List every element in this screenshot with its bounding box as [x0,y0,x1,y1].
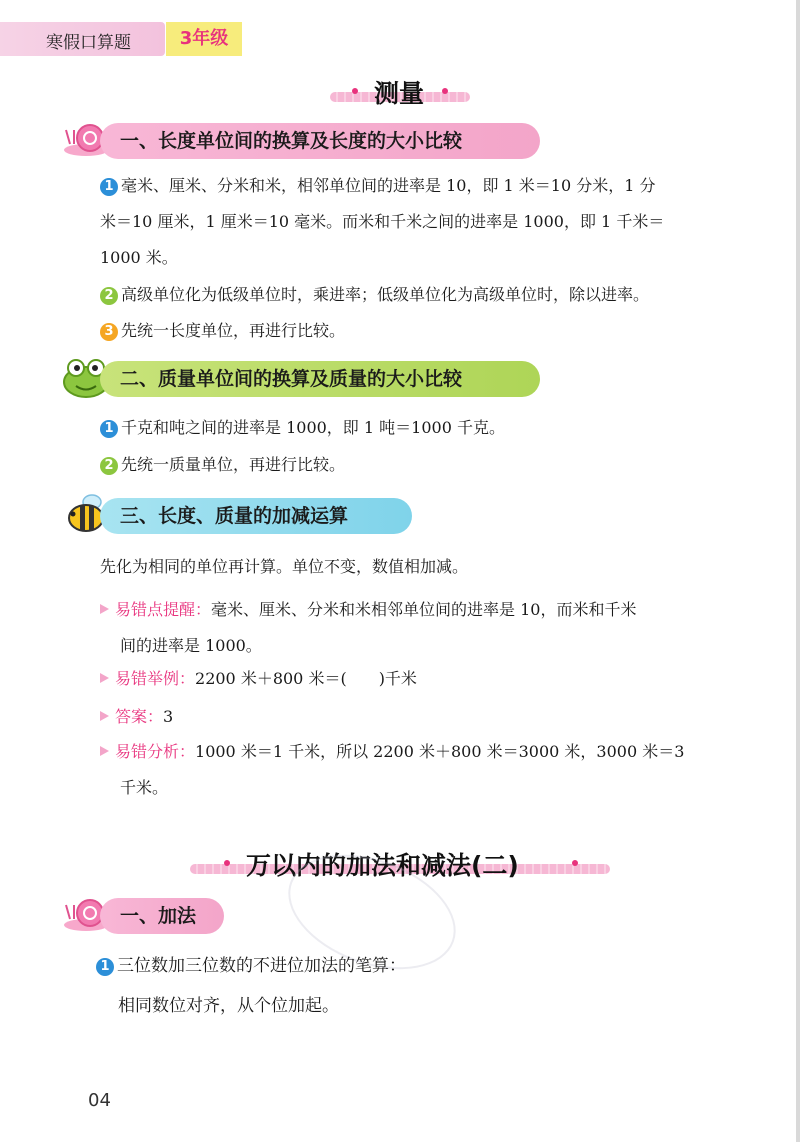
bullet-triangle-icon [100,604,109,614]
text-line: 2200 米＋800 米＝( )千米 [195,669,417,688]
text-line: 毫米、厘米、分米和米相邻单位间的进率是 10，而米和千米 [211,600,637,619]
text-line: 毫米、厘米、分米和米，相邻单位间的进率是 10，即 1 米＝10 分米，1 分 [121,176,656,195]
tip-error-analysis [100,734,760,806]
banner-dot [442,88,448,94]
number-badge: 1 [100,178,118,196]
tip-label: 答案： [115,707,164,726]
item-mass-2 [100,452,345,475]
number-badge: 2 [100,457,118,475]
banner-dot [352,88,358,94]
subsection-title-operations: 三、长度、质量的加减运算 [100,498,412,534]
grade-badge: 3年级 [166,22,242,56]
text-line: 三位数加三位数的不进位加法的笔算： [117,956,406,976]
tip-answer [100,704,173,727]
text-line: 千米。 [120,778,169,797]
section-banner-measure [330,78,470,106]
text-line: 3 [163,707,174,726]
item-mass-1 [100,415,505,438]
bullet-triangle-icon [100,673,109,683]
page-number: 04 [88,1090,111,1111]
number-badge: 1 [96,958,114,976]
number-badge: 3 [100,323,118,341]
subsection-title-mass: 二、质量单位间的换算及质量的大小比较 [100,361,540,397]
tip-error-reminder [100,592,760,664]
book-title: 寒假口算题 [46,33,131,53]
header-title-bg [0,22,165,56]
number-badge: 2 [100,287,118,305]
tip-label: 易错分析： [115,742,196,761]
text-line: 间的进率是 1000。 [120,636,262,655]
text-line: 先统一长度单位，再进行比较。 [121,321,346,340]
banner-dot [224,860,230,866]
bullet-triangle-icon [100,711,109,721]
item-length-1 [100,168,760,276]
page-edge [796,0,800,1142]
subsection-title-length: 一、长度单位间的换算及长度的大小比较 [100,123,540,159]
text-line: 高级单位化为低级单位时，乘进率；低级单位化为高级单位时，除以进率。 [121,285,650,304]
subsection-title-addition: 一、加法 [100,898,224,934]
tip-label: 易错点提醒： [115,600,212,619]
item-length-2 [100,282,649,305]
text-line: 米＝10 厘米，1 厘米＝10 毫米。而米和千米之间的进率是 1000，即 1 千米＝ [100,212,665,231]
text-line: 千克和吨之间的进率是 1000，即 1 吨＝1000 千克。 [121,418,505,437]
tip-error-example [100,666,417,689]
item-addition-1 [96,946,406,1026]
bullet-triangle-icon [100,746,109,756]
text-line: 相同数位对齐，从个位加起。 [118,996,339,1016]
text-line: 1000 米＝1 千米，所以 2200 米＋800 米＝3000 米，3000 米＝3 [195,742,685,761]
text-line: 1000 米。 [100,248,178,267]
section-title: 测量 [374,79,425,108]
intro-text: 先化为相同的单位再计算。单位不变，数值相加减。 [100,557,469,576]
tip-label: 易错举例： [115,669,196,688]
banner-dot [572,860,578,866]
text-line: 先统一质量单位，再进行比较。 [121,455,346,474]
item-length-3 [100,318,345,341]
section-title: 万以内的加法和减法(二) [246,851,519,880]
number-badge: 1 [100,420,118,438]
